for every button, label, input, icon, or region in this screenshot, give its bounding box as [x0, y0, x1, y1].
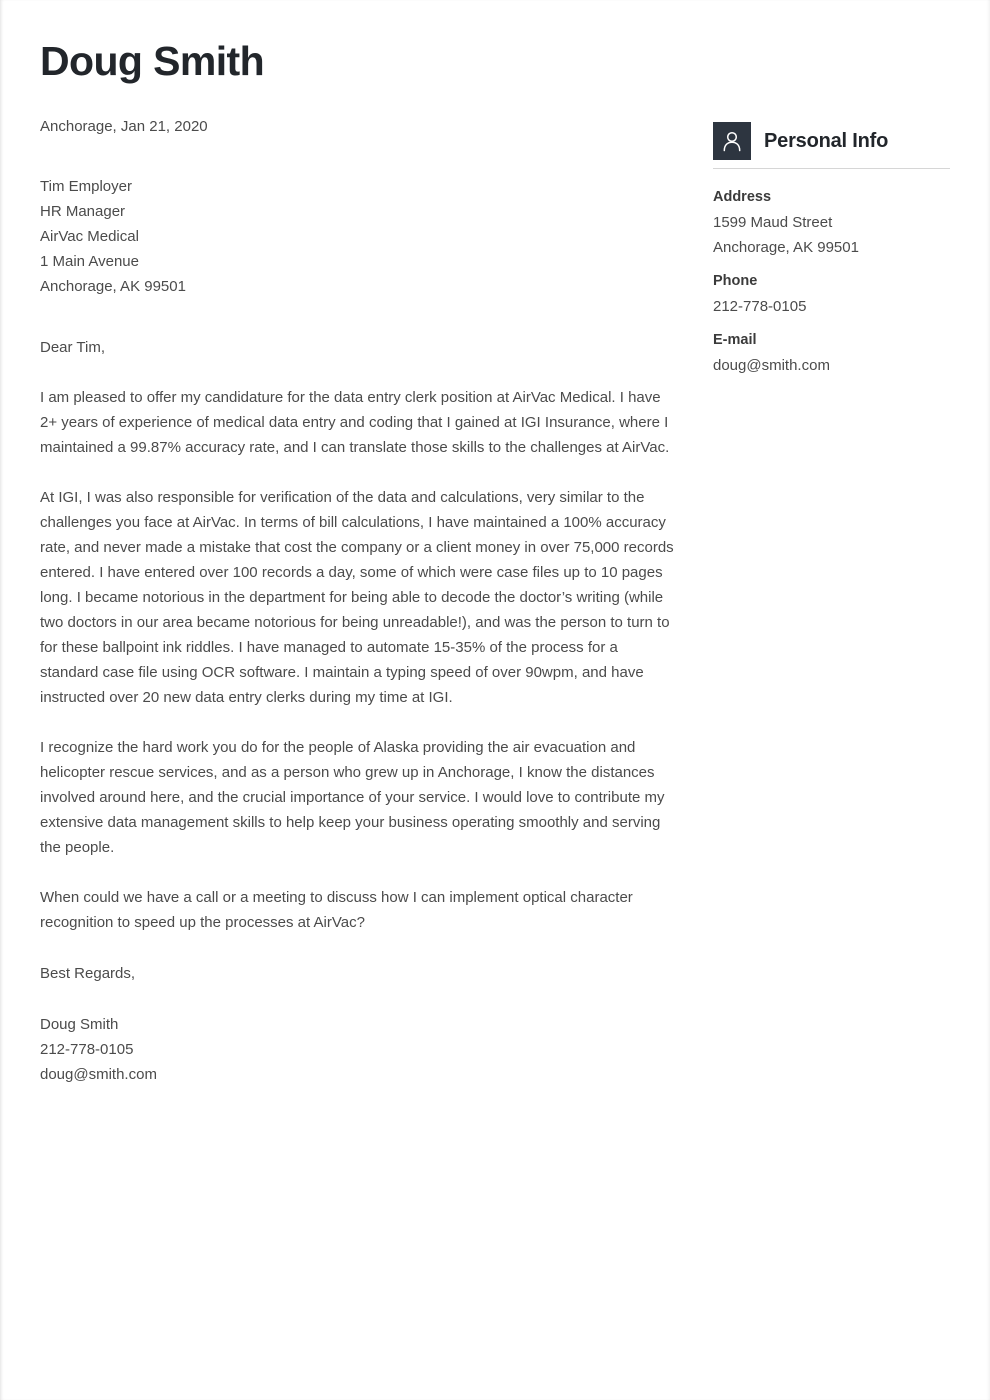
recipient-line: AirVac Medical: [40, 228, 139, 246]
recipient-line: 1 Main Avenue: [40, 253, 139, 271]
info-value: 212-778-0105: [713, 298, 807, 316]
info-value: 1599 Maud Street: [713, 214, 833, 232]
letter-column: [40, 115, 675, 1087]
personal-info-title: Personal Info: [764, 130, 889, 153]
info-group-email: [713, 328, 950, 378]
signature-phone: 212-778-0105: [40, 1041, 134, 1059]
letter-signoff: Best Regards,: [40, 965, 136, 983]
personal-info-list: [713, 169, 950, 378]
letter-paragraph: When could we have a call or a meeting to discuss how I can implement optical character recognition to speed up the processes at AirVac?: [40, 889, 633, 932]
info-group-phone: [713, 269, 950, 319]
info-value: Anchorage, AK 99501: [713, 239, 859, 257]
info-value: doug@smith.com: [713, 357, 830, 375]
signature-email: doug@smith.com: [40, 1066, 157, 1084]
letter-date: Anchorage, Jan 21, 2020: [40, 118, 208, 136]
recipient-line: Anchorage, AK 99501: [40, 278, 186, 296]
personal-info-sidebar: [675, 115, 950, 387]
info-label: Address: [713, 189, 772, 206]
info-label: Phone: [713, 273, 758, 290]
letter-paragraph: I am pleased to offer my candidature for the data entry clerk position at AirVac Medical. I have 2+ years of experience of medical data entry and coding that I gained at IGI Insurance, where I maintained a 99.87% accuracy rate, and I can translate those skills to the challenges at AirVac.: [40, 389, 670, 457]
recipient-address-block: [40, 174, 675, 299]
recipient-line: Tim Employer: [40, 178, 132, 196]
personal-info-header: [713, 122, 950, 169]
signature-name: Doug Smith: [40, 1016, 119, 1034]
page-title: Doug Smith: [40, 38, 265, 84]
signature-block: [40, 1012, 675, 1087]
info-label: E-mail: [713, 332, 757, 349]
letter-paragraph: I recognize the hard work you do for the people of Alaska providing the air evacuation and helicopter rescue services, and as a person who grew up in Anchorage, I know the distances involved around here, and the crucial importance of your service. I would love to contribute my extensive data management skills to help keep your business operating smoothly and serving the people.: [40, 739, 665, 857]
recipient-line: HR Manager: [40, 203, 126, 221]
salutation: Dear Tim,: [40, 339, 106, 357]
person-icon: [713, 122, 751, 160]
info-group-address: [713, 185, 950, 260]
letter-paragraph: At IGI, I was also responsible for verification of the data and calculations, very similar to the challenges you face at AirVac. In terms of bill calculations, I have maintained a 100% accuracy rate, and never made a mistake that cost the company or a client money in over 75,000 records entered. I have entered over 100 records a day, some of which were case files up to 10 pages long. I became notorious in the department for being able to decode the doctor’s writing (while two doctors in our area became notorious for being unreadable!), and was the person to turn to for these ballpoint ink riddles. I have managed to automate 15-35% of the process for a standard case file using OCR software. I maintain a typing speed of over 90wpm, and have instructed over 20 new data entry clerks during my time at IGI.: [40, 489, 674, 707]
content-columns: [40, 115, 950, 1087]
